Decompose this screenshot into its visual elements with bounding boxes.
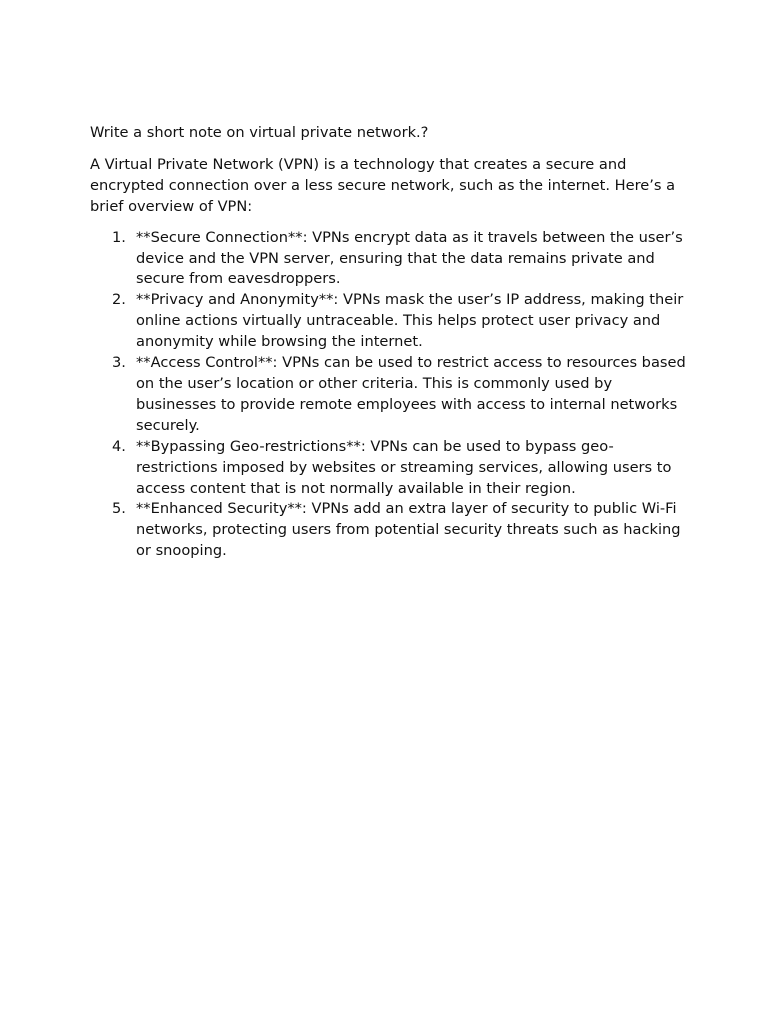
list-item-number: 4. xyxy=(112,437,126,455)
question-heading: Write a short note on virtual private network.? xyxy=(90,124,429,141)
document-page xyxy=(90,123,690,562)
list-item-text: **Bypassing Geo-restrictions**: VPNs can be used to bypass geo-restrictions imposed by websites or streaming services, allowing users to access content that is not normally available in their region. xyxy=(136,437,672,497)
list-item-number: 2. xyxy=(112,291,126,309)
list-item xyxy=(90,290,690,353)
list-item-number: 1. xyxy=(112,228,126,246)
intro-paragraph: A Virtual Private Network (VPN) is a technology that creates a secure and encrypted connection over a less secure network, such as the internet. Here’s a brief overview of VPN: xyxy=(90,155,676,215)
list-item-text: **Access Control**: VPNs can be used to restrict access to resources based on the user’s location or other criteria. This is commonly used by businesses to provide remote employees with access to internal networks securely. xyxy=(136,354,686,434)
list-item-number: 5. xyxy=(112,500,126,518)
list-item-number: 3. xyxy=(112,354,126,372)
list-item-text: **Secure Connection**: VPNs encrypt data as it travels between the user’s device and the VPN server, ensuring that the data remains private and secure from eavesdroppers. xyxy=(136,228,683,288)
list-item xyxy=(90,499,690,562)
list-item xyxy=(90,353,690,437)
list-item xyxy=(90,228,690,291)
points-list xyxy=(90,228,690,563)
list-item-text: **Enhanced Security**: VPNs add an extra layer of security to public Wi-Fi networks, protecting users from potential security threats such as hacking or snooping. xyxy=(136,500,681,560)
list-item xyxy=(90,437,690,500)
list-item-text: **Privacy and Anonymity**: VPNs mask the user’s IP address, making their online actions virtually untraceable. This helps protect user privacy and anonymity while browsing the internet. xyxy=(136,291,684,351)
